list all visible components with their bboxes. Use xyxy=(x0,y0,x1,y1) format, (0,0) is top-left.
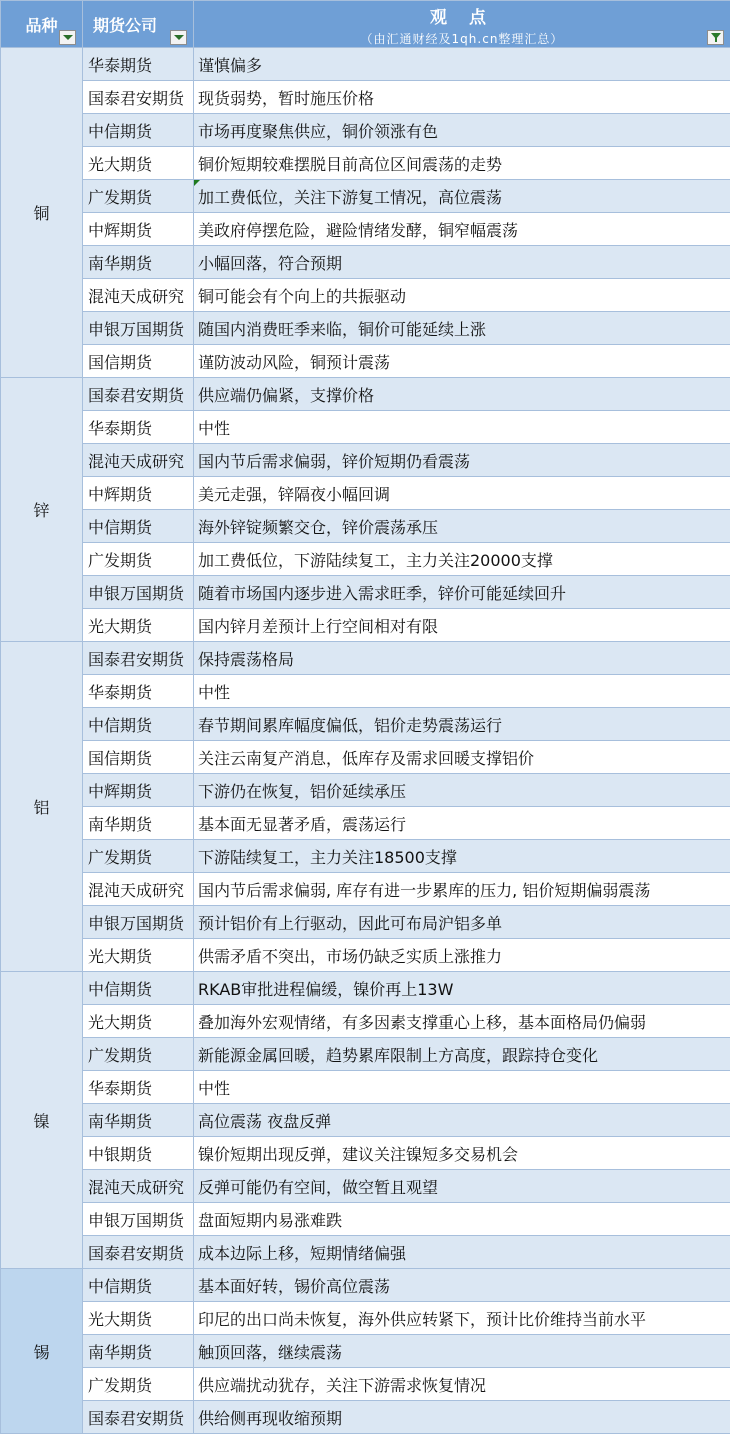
view-cell: 叠加海外宏观情绪，有多因素支撑重心上移，基本面格局仍偏弱 xyxy=(194,1005,730,1038)
variety-cell: 铜 xyxy=(1,48,83,378)
table-row xyxy=(1,873,730,906)
view-cell: 随国内消费旺季来临，铜价可能延续上涨 xyxy=(194,312,730,345)
view-cell: 预计铝价有上行驱动，因此可布局沪铝多单 xyxy=(194,906,730,939)
table-row xyxy=(1,147,730,180)
table-row xyxy=(1,81,730,114)
variety-cell: 铝 xyxy=(1,642,83,972)
company-cell: 申银万国期货 xyxy=(83,312,194,345)
table-row xyxy=(1,774,730,807)
table-row xyxy=(1,840,730,873)
view-cell: 保持震荡格局 xyxy=(194,642,730,675)
view-cell: 随着市场国内逐步进入需求旺季，锌价可能延续回升 xyxy=(194,576,730,609)
company-cell: 广发期货 xyxy=(83,840,194,873)
view-header-title: 观 点 xyxy=(194,3,730,28)
table-row xyxy=(1,279,730,312)
view-cell: 基本面好转，锡价高位震荡 xyxy=(194,1269,730,1302)
view-cell: 盘面短期内易涨难跌 xyxy=(194,1203,730,1236)
company-cell: 广发期货 xyxy=(83,543,194,576)
table-row xyxy=(1,1038,730,1071)
variety-cell: 锌 xyxy=(1,378,83,642)
company-cell: 华泰期货 xyxy=(83,675,194,708)
table-row xyxy=(1,1104,730,1137)
view-cell: 谨慎偏多 xyxy=(194,48,730,81)
company-cell: 光大期货 xyxy=(83,1005,194,1038)
company-cell: 广发期货 xyxy=(83,1038,194,1071)
table-row xyxy=(1,180,730,213)
company-cell: 申银万国期货 xyxy=(83,576,194,609)
table-row xyxy=(1,609,730,642)
variety-cell: 锡 xyxy=(1,1269,83,1434)
view-cell: 成本边际上移，短期情绪偏强 xyxy=(194,1236,730,1269)
company-cell: 中信期货 xyxy=(83,972,194,1005)
view-cell: 触顶回落，继续震荡 xyxy=(194,1335,730,1368)
view-cell: 下游仍在恢复，铝价延续承压 xyxy=(194,774,730,807)
company-cell: 国信期货 xyxy=(83,345,194,378)
view-cell: 谨防波动风险，铜预计震荡 xyxy=(194,345,730,378)
view-cell: 中性 xyxy=(194,411,730,444)
view-cell: 美元走强，锌隔夜小幅回调 xyxy=(194,477,730,510)
view-cell: 供应端仍偏紧，支撑价格 xyxy=(194,378,730,411)
table-row xyxy=(1,642,730,675)
company-cell: 光大期货 xyxy=(83,609,194,642)
table-row xyxy=(1,246,730,279)
header-row xyxy=(1,1,730,48)
view-cell: 供给侧再现收缩预期 xyxy=(194,1401,730,1434)
table-row xyxy=(1,345,730,378)
table-row xyxy=(1,1401,730,1434)
view-cell: 春节期间累库幅度偏低，铝价走势震荡运行 xyxy=(194,708,730,741)
company-cell: 中辉期货 xyxy=(83,774,194,807)
company-cell: 混沌天成研究 xyxy=(83,444,194,477)
company-cell: 国泰君安期货 xyxy=(83,1236,194,1269)
company-cell: 光大期货 xyxy=(83,1302,194,1335)
variety-header-label: 品种 xyxy=(25,16,57,35)
view-cell: 国内节后需求偏弱，锌价短期仍看震荡 xyxy=(194,444,730,477)
company-cell: 华泰期货 xyxy=(83,1071,194,1104)
company-cell: 中信期货 xyxy=(83,114,194,147)
company-header-label: 期货公司 xyxy=(93,16,157,35)
company-cell: 南华期货 xyxy=(83,246,194,279)
view-cell: 市场再度聚焦供应，铜价领涨有色 xyxy=(194,114,730,147)
table-row xyxy=(1,510,730,543)
table-row xyxy=(1,1005,730,1038)
view-cell: 铜价短期较难摆脱目前高位区间震荡的走势 xyxy=(194,147,730,180)
table-row xyxy=(1,444,730,477)
company-cell: 国泰君安期货 xyxy=(83,81,194,114)
table-row xyxy=(1,48,730,81)
company-cell: 中信期货 xyxy=(83,708,194,741)
company-cell: 中辉期货 xyxy=(83,477,194,510)
table-row xyxy=(1,312,730,345)
view-cell: 关注云南复产消息，低库存及需求回暖支撑铝价 xyxy=(194,741,730,774)
table-row xyxy=(1,1335,730,1368)
variety-cell: 镍 xyxy=(1,972,83,1269)
company-cell: 国泰君安期货 xyxy=(83,1401,194,1434)
company-cell: 南华期货 xyxy=(83,1335,194,1368)
table-row xyxy=(1,807,730,840)
variety-filter-dropdown-icon[interactable] xyxy=(59,30,76,45)
view-cell: 铜可能会有个向上的共振驱动 xyxy=(194,279,730,312)
company-cell: 中银期货 xyxy=(83,1137,194,1170)
company-cell: 申银万国期货 xyxy=(83,1203,194,1236)
table-row xyxy=(1,1170,730,1203)
company-cell: 南华期货 xyxy=(83,1104,194,1137)
table-row xyxy=(1,378,730,411)
view-header-subtitle: （由汇通财经及1qh.cn整理汇总） xyxy=(194,30,730,47)
table-row xyxy=(1,1071,730,1104)
table-row xyxy=(1,576,730,609)
table-body xyxy=(1,48,730,1434)
company-cell: 华泰期货 xyxy=(83,411,194,444)
company-cell: 国信期货 xyxy=(83,741,194,774)
company-cell: 光大期货 xyxy=(83,939,194,972)
company-header xyxy=(83,1,194,48)
view-cell: RKAB审批进程偏缓，镍价再上13W xyxy=(194,972,730,1005)
view-cell: 现货弱势，暂时施压价格 xyxy=(194,81,730,114)
view-cell: 基本面无显著矛盾，震荡运行 xyxy=(194,807,730,840)
table-row xyxy=(1,1302,730,1335)
view-filter-active-icon[interactable] xyxy=(707,30,724,45)
view-cell: 小幅回落，符合预期 xyxy=(194,246,730,279)
table-row xyxy=(1,939,730,972)
table-row xyxy=(1,906,730,939)
company-cell: 混沌天成研究 xyxy=(83,1170,194,1203)
table-row xyxy=(1,972,730,1005)
view-cell: 加工费低位，下游陆续复工，主力关注20000支撑 xyxy=(194,543,730,576)
view-cell: 加工费低位，关注下游复工情况，高位震荡 xyxy=(194,180,730,213)
company-cell: 申银万国期货 xyxy=(83,906,194,939)
company-cell: 广发期货 xyxy=(83,180,194,213)
table-row xyxy=(1,1203,730,1236)
company-cell: 光大期货 xyxy=(83,147,194,180)
company-cell: 国泰君安期货 xyxy=(83,642,194,675)
view-cell: 印尼的出口尚未恢复，海外供应转紧下，预计比价维持当前水平 xyxy=(194,1302,730,1335)
table-row xyxy=(1,543,730,576)
company-cell: 国泰君安期货 xyxy=(83,378,194,411)
table-row xyxy=(1,477,730,510)
table-row xyxy=(1,708,730,741)
view-cell: 供需矛盾不突出，市场仍缺乏实质上涨推力 xyxy=(194,939,730,972)
table-row xyxy=(1,1269,730,1302)
view-cell: 高位震荡 夜盘反弹 xyxy=(194,1104,730,1137)
company-cell: 混沌天成研究 xyxy=(83,279,194,312)
company-filter-dropdown-icon[interactable] xyxy=(170,30,187,45)
view-cell: 镍价短期出现反弹，建议关注镍短多交易机会 xyxy=(194,1137,730,1170)
company-cell: 广发期货 xyxy=(83,1368,194,1401)
table-row xyxy=(1,114,730,147)
view-cell: 国内节后需求偏弱, 库存有进一步累库的压力, 铝价短期偏弱震荡 xyxy=(194,873,730,906)
view-cell: 供应端扰动犹存，关注下游需求恢复情况 xyxy=(194,1368,730,1401)
table-row xyxy=(1,1236,730,1269)
view-cell: 下游陆续复工，主力关注18500支撑 xyxy=(194,840,730,873)
table-row xyxy=(1,741,730,774)
company-cell: 中信期货 xyxy=(83,1269,194,1302)
view-cell: 反弹可能仍有空间，做空暂且观望 xyxy=(194,1170,730,1203)
company-cell: 中信期货 xyxy=(83,510,194,543)
table-row xyxy=(1,675,730,708)
variety-header xyxy=(1,1,83,48)
view-cell: 美政府停摆危险，避险情绪发酵，铜窄幅震荡 xyxy=(194,213,730,246)
table-row xyxy=(1,1137,730,1170)
company-cell: 中辉期货 xyxy=(83,213,194,246)
view-cell: 海外锌锭频繁交仓，锌价震荡承压 xyxy=(194,510,730,543)
company-cell: 南华期货 xyxy=(83,807,194,840)
company-cell: 混沌天成研究 xyxy=(83,873,194,906)
view-cell: 国内锌月差预计上行空间相对有限 xyxy=(194,609,730,642)
company-cell: 华泰期货 xyxy=(83,48,194,81)
table-row xyxy=(1,411,730,444)
table-row xyxy=(1,1368,730,1401)
view-header xyxy=(194,1,730,48)
view-cell: 新能源金属回暖，趋势累库限制上方高度，跟踪持仓变化 xyxy=(194,1038,730,1071)
table-row xyxy=(1,213,730,246)
view-cell: 中性 xyxy=(194,675,730,708)
view-cell: 中性 xyxy=(194,1071,730,1104)
